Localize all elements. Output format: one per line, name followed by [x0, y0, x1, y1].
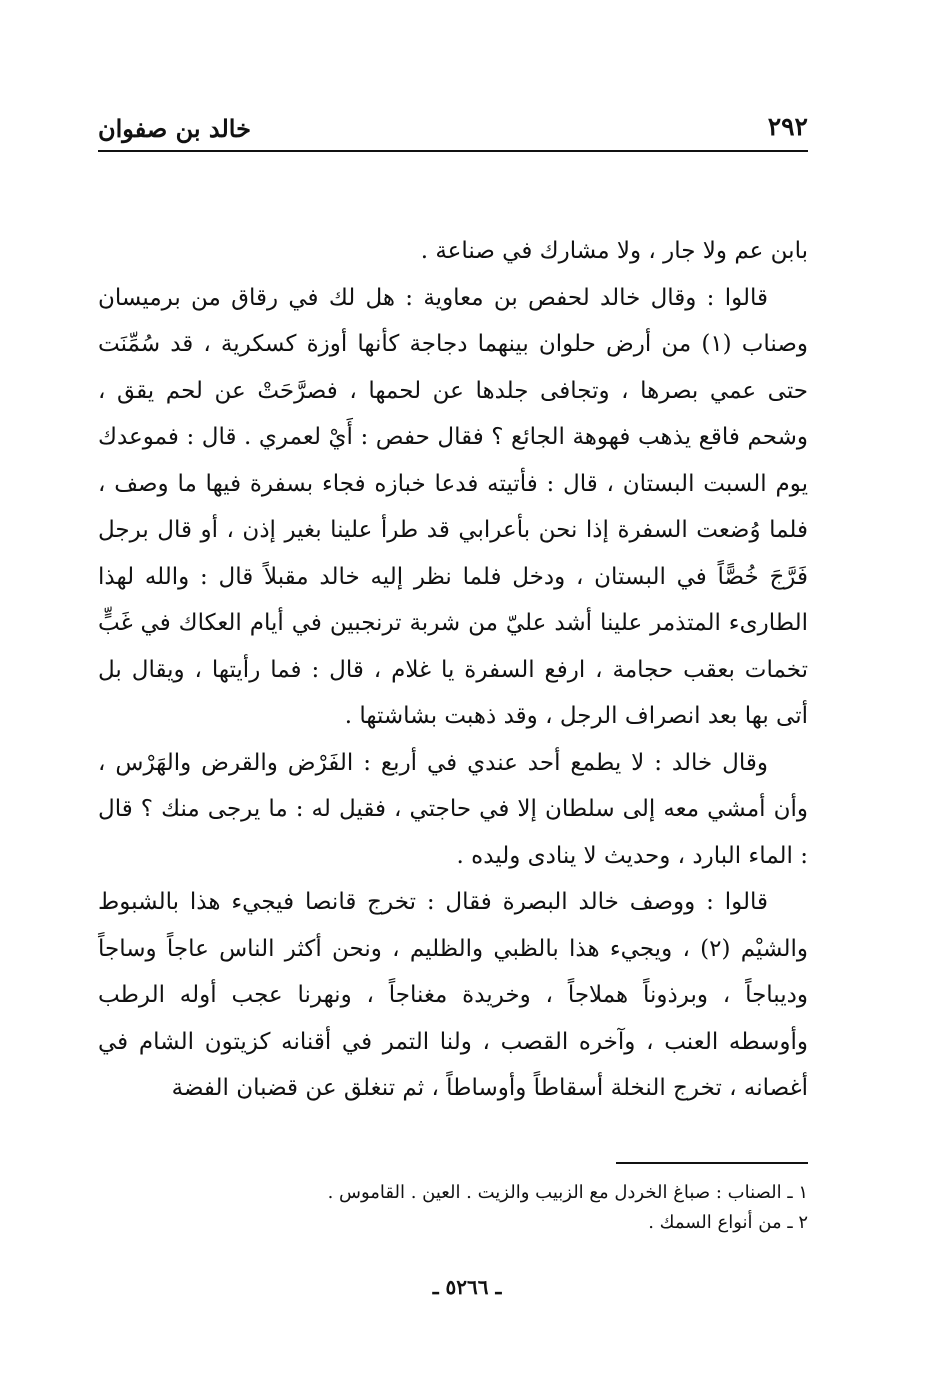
paragraph-4: قالوا : ووصف خالد البصرة فقال : تخرج قانصا فيجيء هذا بالشبوط والشيْم (٢) ، ويجيء هذا بالظبي والظليم ، ونحن أكثر الناس عاجاً وساجاً وديباجاً ، وبرذوناً هملاجاً ، وخريدة مغناجاً ، ونهرنا عجب أوله الرطب وأوسطه العنب ، وآخره القصب ، ولنا التمر في أقنانه كزيتون الشام في أغصانه ، تخرج النخلة أسقاطاً وأوساطاً ، ثم تنغلق عن قضبان الفضة: [98, 889, 808, 1101]
footnote-2: ٢ ـ من أنواع السمك .: [648, 1212, 808, 1233]
paragraph-1: بابن عم ولا جار ، ولا مشارك في صناعة .: [420, 238, 808, 264]
paragraph-2: قالوا : وقال خالد لحفص بن معاوية : هل لك في رقاق من برميسان وصناب (١) من أرض حلوان بينهما دجاجة كأنها أوزة كسكرية ، قد سُمِّنَت حتى عمي بصرها ، وتجافى جلدها عن لحمها ، فصرَّحَتْ عن لحم يقق ، وشحم فاقع يذهب فهوهة الجائع ؟ فقال حفص : أَيْ لعمري . قال : فموعدك يوم السبت البستان ، قال : فأتيته فدعا خبازه فجاء بسفرة فيها ما وصف ، فلما وُضعت السفرة إذا نحن بأعرابي قد طرأ علينا بغير إذن ، أو قال برجل فَرَّجَ خُصًّاً في البستان ، ودخل فلما نظر إليه خالد مقبلاً قال : والله لهذا الطارىء المتذمر علينا أشد عليّ من شربة ترنجبين في أيام العكاك في غَبٍّ تخمات بعقب حجامة ، ارفع السفرة يا غلام ، قال : فما رأيتها ، ويقال بل أتى بها بعد انصراف الرجل ، وقد ذهبت بشاشتها .: [98, 284, 808, 729]
footnotes: [98, 1178, 808, 1238]
page-header: [98, 112, 808, 148]
running-title: خالد بن صفوان: [98, 114, 251, 143]
paragraph-3: وقال خالد : لا يطمع أحد عندي في أربع : الفَرْض والقرض والهَرْس ، وأن أمشي معه إلى سلطان إلا في حاجتي ، فقيل له : ما يرجى منك ؟ قال : الماء البارد ، وحديث لا ينادى وليده .: [98, 749, 808, 869]
page-number: ٢٩٢: [767, 112, 808, 141]
folio-number: ـ ٥٢٦٦ ـ: [432, 1275, 502, 1299]
header-rule: [98, 150, 808, 152]
footnote-rule: [616, 1162, 808, 1164]
footnote-1: ١ ـ الصناب : صباغ الخردل مع الزبيب والزيت . العين . القاموس .: [327, 1182, 808, 1203]
body-text: [98, 228, 808, 1112]
